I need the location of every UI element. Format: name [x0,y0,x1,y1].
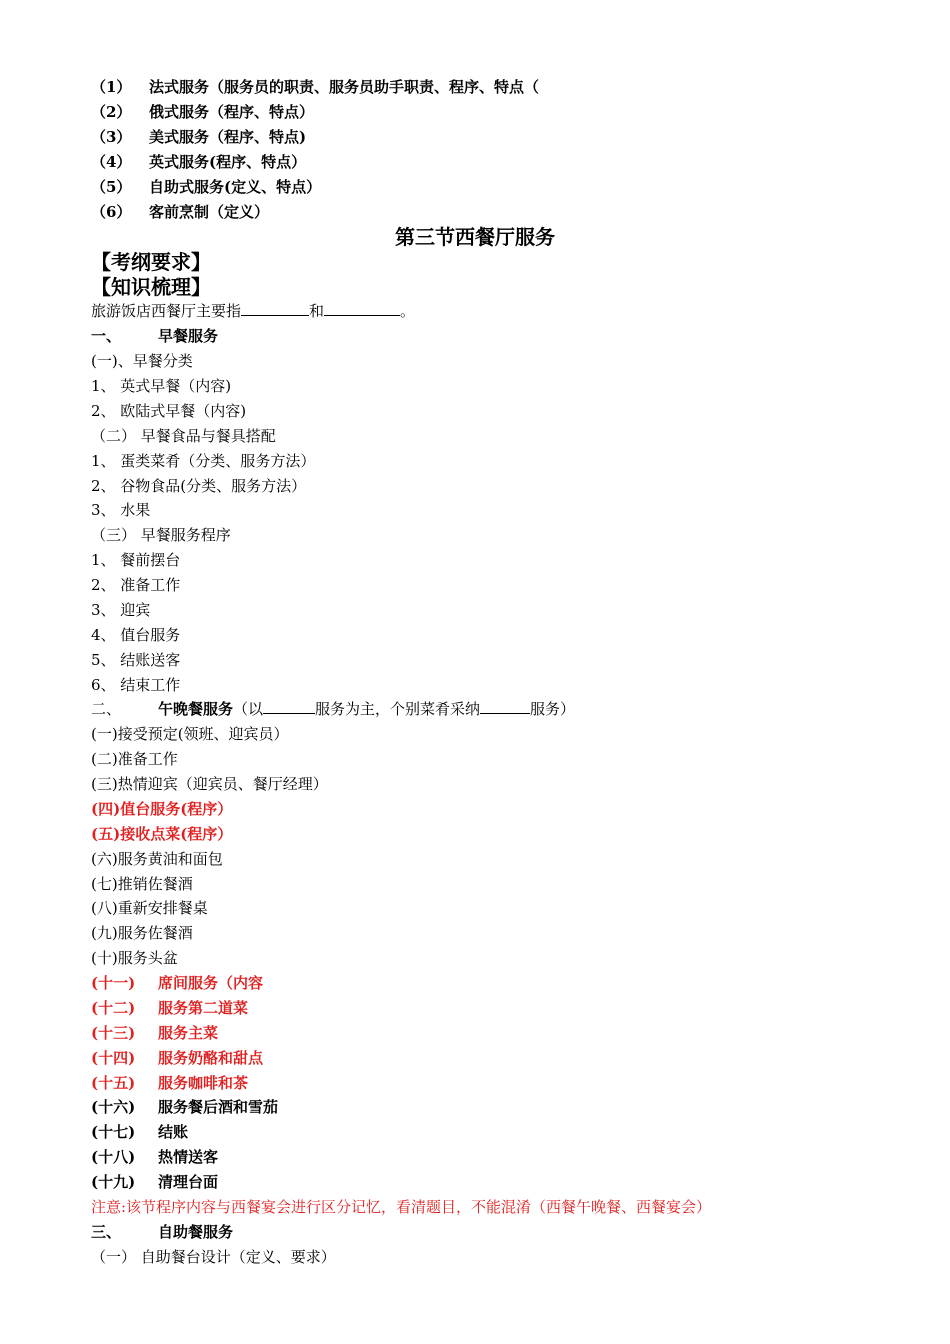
text-line: 5、 结账送客 [91,651,181,669]
highlight-line [91,998,248,1018]
list-text: 自助式服务(定义、特点） [149,178,322,196]
item-text: 服务奶酪和甜点 [158,1049,264,1067]
note-line: 注意:该节程序内容与西餐宴会进行区分记忆，看清题目，不能混淆（西餐午晚餐、西餐宴会） [91,1198,712,1216]
list-item [91,202,269,222]
list-item [91,127,306,147]
fill-blank [480,699,530,714]
list-number: （4） [91,153,132,171]
item-text: 结账 [158,1123,189,1141]
text-line: （二） 早餐食品与餐具搭配 [91,427,276,445]
heading-note: 服务） [530,700,576,718]
list-item [91,152,306,172]
intro-paragraph [91,301,415,321]
heading-text: 早餐服务 [158,327,219,345]
item-number: (十四) [91,1049,136,1067]
highlight-line [91,1048,263,1068]
text-line: (七)推销佐餐酒 [91,875,193,893]
list-item [91,77,539,97]
section-title: 第三节西餐厅服务 [395,225,555,249]
text-line: 1、 英式早餐（内容) [91,377,232,395]
item-number: (十一) [91,974,136,992]
item-number: (十五) [91,1074,136,1092]
list-text: 法式服务（服务员的职责、服务员助手职责、程序、特点（ [149,78,540,96]
list-number: （3） [91,128,132,146]
text-line: (三)热情迎宾（迎宾员、餐厅经理） [91,775,328,793]
list-item [91,102,314,122]
item-text: 服务第二道菜 [158,999,249,1017]
heading-lunch-dinner [91,699,575,719]
highlight-line [91,1023,218,1043]
highlight-line: (五)接收点菜(程序） [91,825,233,843]
text-line: 4、 值台服务 [91,626,181,644]
heading-number: 一、 [91,327,122,345]
heading-buffet [91,1222,233,1242]
item-number: (十七) [91,1123,136,1141]
text-line: (十)服务头盆 [91,949,178,967]
knowledge-heading: 【知识梳理】 [91,275,211,299]
item-number: (十六) [91,1098,136,1116]
intro-text: 旅游饭店西餐厅主要指 [91,302,242,320]
item-number: (十三) [91,1024,136,1042]
heading-number: 二、 [91,700,122,718]
fill-blank [324,301,400,316]
list-item [91,177,321,197]
text-line: (六)服务黄油和面包 [91,850,223,868]
list-number: （6） [91,203,132,221]
heading-number: 三、 [91,1223,122,1241]
highlight-line [91,973,263,993]
list-item [91,1147,218,1167]
exam-requirements-heading: 【考纲要求】 [91,250,211,274]
text-line: 6、 结束工作 [91,676,181,694]
intro-text: 。 [400,302,416,320]
text-line: 2、 谷物食品(分类、服务方法） [91,477,307,495]
text-line: (一)、早餐分类 [91,352,193,370]
item-number: (十八) [91,1148,136,1166]
heading-note: 服务为主，个别菜肴采纳 [315,700,481,718]
text-line: 1、 餐前摆台 [91,551,181,569]
list-item [91,1172,218,1192]
text-line: 1、 蛋类菜肴（分类、服务方法） [91,452,316,470]
highlight-line: (四)值台服务(程序） [91,800,233,818]
list-item [91,1097,278,1117]
text-line: (二)准备工作 [91,750,178,768]
highlight-line [91,1073,248,1093]
fill-blank [241,301,309,316]
list-text: 客前烹制（定义） [149,203,270,221]
text-line: （一） 自助餐台设计（定义、要求） [91,1248,336,1266]
item-text: 清理台面 [158,1173,219,1191]
list-number: （2） [91,103,132,121]
list-number: （1） [91,78,132,96]
heading-text: 午晚餐服务 [158,700,234,718]
list-item [91,1122,188,1142]
item-text: 服务餐后酒和雪茄 [158,1098,279,1116]
list-number: （5） [91,178,132,196]
text-line: (一)接受预定(领班、迎宾员） [91,725,289,743]
fill-blank [263,699,315,714]
heading-breakfast [91,326,218,346]
list-text: 美式服务（程序、特点) [149,128,307,146]
text-line: 2、 欧陆式早餐（内容) [91,402,247,420]
text-line: (九)服务佐餐酒 [91,924,193,942]
text-line: (八)重新安排餐桌 [91,899,208,917]
item-text: 服务咖啡和茶 [158,1074,249,1092]
list-text: 英式服务(程序、特点） [149,153,307,171]
item-text: 席间服务（内容 [158,974,264,992]
heading-note: （以 [233,700,264,718]
item-text: 服务主菜 [158,1024,219,1042]
text-line: 3、 迎宾 [91,601,151,619]
text-line: 3、 水果 [91,501,151,519]
text-line: （三） 早餐服务程序 [91,526,231,544]
intro-text: 和 [309,302,325,320]
text-line: 2、 准备工作 [91,576,181,594]
item-number: (十二) [91,999,136,1017]
item-number: (十九) [91,1173,136,1191]
item-text: 热情送客 [158,1148,219,1166]
heading-text: 自助餐服务 [158,1223,234,1241]
list-text: 俄式服务（程序、特点） [149,103,315,121]
